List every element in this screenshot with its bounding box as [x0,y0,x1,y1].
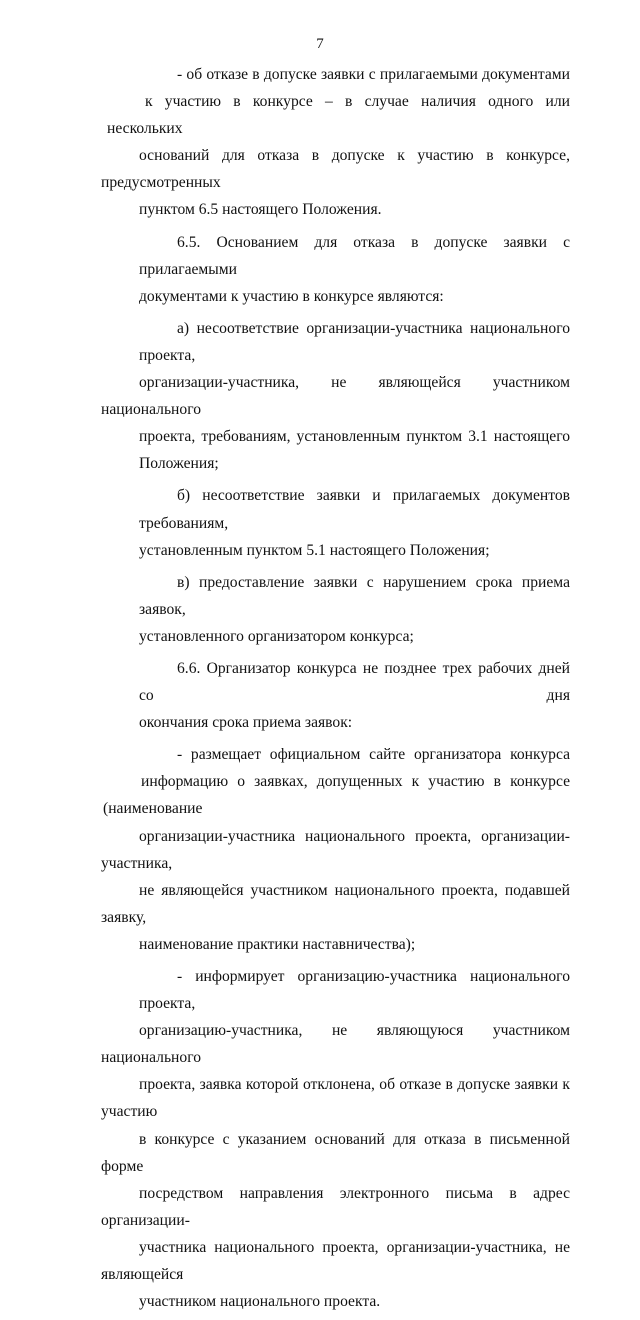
text-line: оснований для отказа в допуске к участию в конкурсе, предусмотренных [101,147,570,192]
paragraph-6-6-inform [101,963,570,1315]
paragraph-6-5 [101,229,570,310]
text-line: наименование практики наставничества); [139,935,416,953]
paragraph-6-6-publish [101,741,570,958]
text-line: - размещает официальном сайте организатора конкурса [177,746,570,764]
text-line: не являющейся участником национального проекта, подавшей заявку, [101,881,570,926]
paragraph-6-5-a [101,315,570,478]
text-line: в конкурсе с указанием оснований для отказа в письменной форме [101,1130,570,1175]
text-line: посредством направления электронного письма в адрес организации- [101,1184,570,1229]
text-line: - информирует организацию-участника национального проекта, [139,968,570,1013]
text-line: организации-участника, не являющейся участником национального [101,374,570,419]
text-line: организации-участника национального проекта, организации-участника, [101,827,570,872]
text-line: участником национального проекта. [139,1293,381,1311]
text-line: б) несоответствие заявки и прилагаемых документов требованиям, [139,487,570,532]
text-line: документами к участию в конкурсе являются: [139,287,444,305]
text-line: организацию-участника, не являющуюся участником национального [101,1022,570,1067]
text-line: информацию о заявках, допущенных к участию в конкурсе (наименование [103,773,570,818]
text-line: а) несоответствие организации-участника национального проекта, [139,319,570,364]
page-number: 7 [316,36,324,52]
document-body [101,61,570,1320]
text-line: Положения; [139,455,219,473]
text-line: установленного организатором конкурса; [139,627,414,645]
text-line: 6.5. Основанием для отказа в допуске заявки с прилагаемыми [139,233,570,278]
text-line: пунктом 6.5 настоящего Положения. [139,201,382,219]
text-line: - об отказе в допуске заявки с прилагаемыми документами [177,66,570,83]
paragraph-6-5-b [101,482,570,563]
text-line: проекта, требованиям, установленным пунктом 3.1 настоящего [139,428,570,446]
paragraph-rejection-notice [101,61,570,224]
paragraph-6-6 [101,655,570,736]
text-line: проекта, заявка которой отклонена, об отказе в допуске заявки к участию [101,1076,570,1121]
text-line: 6.6. Организатор конкурса не позднее трех рабочих дней со дня [139,659,570,705]
text-line: участника национального проекта, организации-участника, не являющейся [101,1238,570,1284]
text-line: окончания срока приема заявок: [139,714,353,732]
text-line: к участию в конкурсе – в случае наличия одного или нескольких [107,93,570,138]
text-line: в) предоставление заявки с нарушением срока приема заявок, [139,573,570,618]
paragraph-6-5-v [101,569,570,650]
text-line: установленным пунктом 5.1 настоящего Положения; [139,541,490,559]
